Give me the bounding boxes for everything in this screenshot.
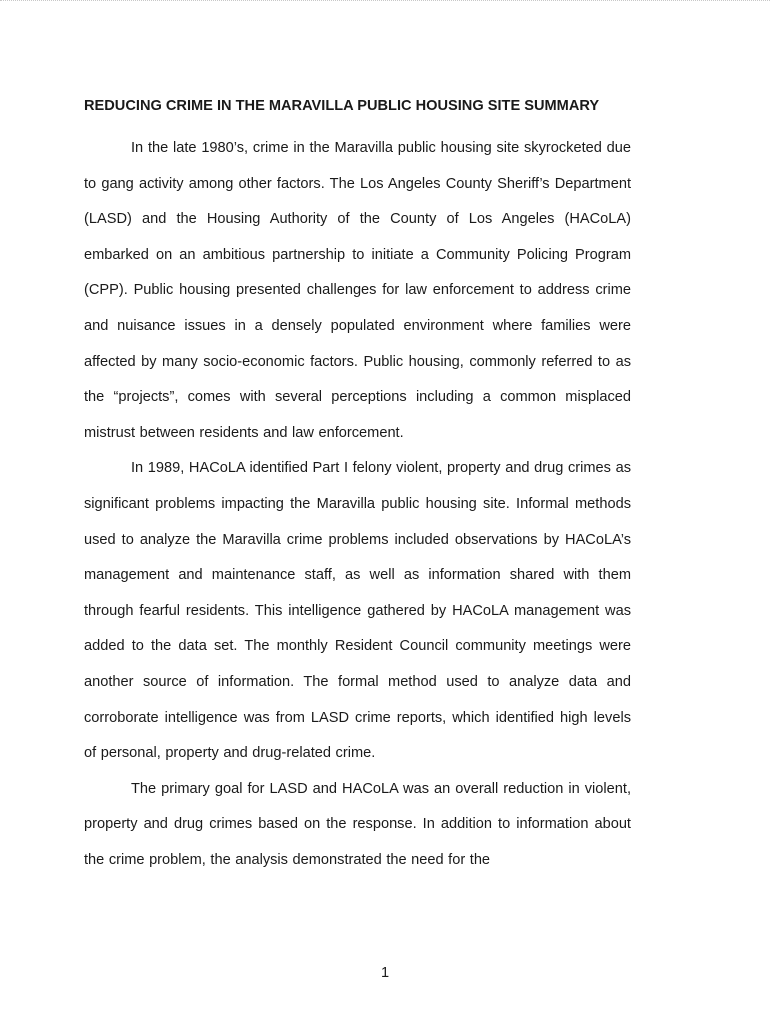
document-title: REDUCING CRIME IN THE MARAVILLA PUBLIC HOUSING SITE SUMMARY	[84, 98, 600, 114]
document-page	[84, 96, 631, 878]
page-number: 1	[380, 965, 390, 981]
paragraph-analysis: In 1989, HACoLA identified Part I felony violent, property and drug crimes as significant problems impacting the Maravilla public housing site. Informal methods used to analyze the Maravilla crime problems included observations by HACoLA’s management and maintenance staff, as well as information shared with them through fearful residents. This intelligence gathered by HACoLA management was added to the data set. The monthly Resident Council community meetings were another source of information. The formal method used to analyze data and corroborate intelligence was from LASD crime reports, which identified high levels of personal, property and drug-related crime.	[84, 460, 631, 762]
scan-edge	[0, 0, 770, 5]
paragraph-goal: The primary goal for LASD and HACoLA was an overall reduction in violent, property and drug crimes based on the response. In addition to information about the crime problem, the analysis demonstrated the need for the	[84, 780, 631, 868]
paragraph-intro: In the late 1980’s, crime in the Maravilla public housing site skyrocketed due to gang activity among other factors. The Los Angeles County Sheriff’s Department (LASD) and the Housing Authority of the County of Los Angeles (HACoLA) embarked on an ambitious partnership to initiate a Community Policing Program (CPP). Public housing presented challenges for law enforcement to address crime and nuisance issues in a densely populated environment where families were affected by many socio-economic factors. Public housing, commonly referred to as the “projects”, comes with several perceptions including a common misplaced mistrust between residents and law enforcement.	[84, 140, 631, 441]
